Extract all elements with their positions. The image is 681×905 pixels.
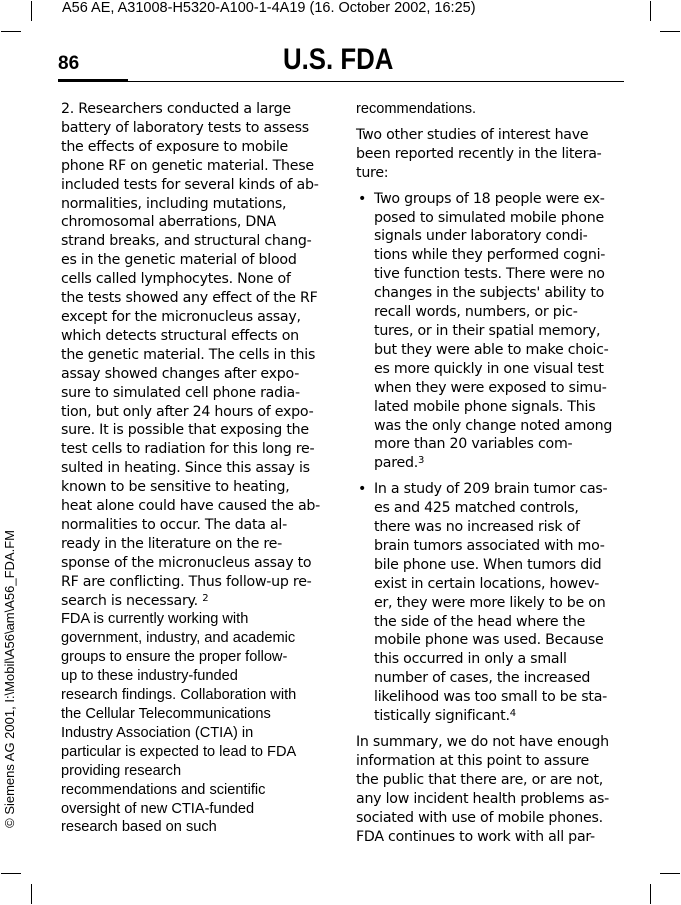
- text-line: included tests for several kinds of ab-: [61, 176, 319, 193]
- text-line: particular is expected to lead to FDA: [61, 743, 297, 760]
- right-column: [356, 100, 628, 846]
- crop-mark: [650, 1, 651, 21]
- bullet-mark: •: [358, 481, 367, 498]
- text-line-content: tistically significant.: [374, 708, 510, 725]
- crop-mark: [650, 884, 651, 904]
- text-line: recall words, numbers, or pic-: [374, 304, 578, 321]
- text-line: brain tumors associated with mo-: [374, 537, 605, 554]
- text-line-content: pared.: [374, 455, 418, 472]
- crop-mark: [31, 884, 32, 904]
- text-line: likelihood was too small to be sta-: [374, 689, 608, 706]
- text-line: strand breaks, and structural chang-: [61, 233, 312, 250]
- text-line: phone RF on genetic material. These: [61, 157, 314, 174]
- crop-mark: [1, 873, 21, 874]
- text-line: Two groups of 18 people were ex-: [374, 190, 605, 207]
- text-line: except for the micronucleus assay,: [61, 308, 301, 325]
- text-line: cells called lymphocytes. None of: [61, 271, 291, 288]
- text-line: the genetic material. The cells in this: [61, 346, 316, 363]
- research-paragraph: [61, 100, 329, 610]
- text-line: In summary, we do not have enough: [356, 734, 609, 750]
- text-line: es more quickly in one visual test: [374, 360, 604, 377]
- text-line: the effects of exposure to mobile: [61, 138, 289, 155]
- text-line: Industry Association (CTIA) in: [61, 724, 254, 741]
- text-line: tion, but only after 24 hours of expo-: [61, 403, 314, 420]
- text-line-content: search is necessary.: [61, 592, 198, 609]
- text-line: more than 20 variables com-: [374, 436, 573, 453]
- text-line: normalities, including mutations,: [61, 195, 287, 212]
- text-line: assay showed changes after expo-: [61, 365, 300, 382]
- text-line: exist in certain locations, howev-: [374, 575, 600, 592]
- text-line: FDA is currently working with: [61, 611, 249, 628]
- footnote-reference: 4: [509, 708, 516, 720]
- text-line: chromosomal aberrations, DNA: [61, 214, 276, 231]
- text-line: es and 425 matched controls,: [374, 500, 579, 517]
- text-line: providing research: [61, 762, 182, 779]
- text-line: the public that there are, or are not,: [356, 771, 604, 788]
- text-line: er, they were more likely to be on: [374, 594, 606, 611]
- text-line: oversight of new CTIA-funded: [61, 800, 255, 817]
- text-line: FDA continues to work with all par-: [356, 828, 595, 845]
- text-line: known to be sensitive to heating,: [61, 479, 290, 496]
- text-line: the side of the head where the: [374, 613, 586, 630]
- text-line: ready in the literature on the re-: [61, 535, 282, 552]
- header-rule: [58, 81, 624, 82]
- text-line: the Cellular Telecommunications: [61, 706, 271, 722]
- text-line: test cells to radiation for this long re-: [61, 441, 315, 458]
- side-note-copyright: © Siemens AG 2001, I:\Mobil\A56\am\A56_FDA.FM: [2, 530, 17, 828]
- text-line: recommendations and scientific: [61, 781, 266, 798]
- text-line: ture:: [356, 164, 389, 181]
- text-line: up to these industry-funded: [61, 668, 238, 685]
- text-line: sure to simulated cell phone radia-: [61, 384, 300, 401]
- footnote-reference: 2: [202, 592, 209, 604]
- text-line: [61, 592, 329, 611]
- crop-mark: [660, 31, 680, 32]
- text-line: research findings. Collaboration with: [61, 687, 297, 704]
- text-line: was the only change noted among: [374, 417, 613, 434]
- fda-paragraph: [61, 610, 329, 837]
- text-line: groups to ensure the proper follow-: [61, 649, 288, 666]
- text-line: been reported recently in the litera-: [356, 145, 602, 162]
- text-line: when they were exposed to simu-: [374, 379, 607, 396]
- text-line: research based on such: [61, 819, 217, 836]
- text-line: but they were able to make choic-: [374, 341, 609, 358]
- text-line: [374, 454, 628, 473]
- text-line: Two other studies of interest have: [356, 126, 589, 143]
- crop-mark: [660, 873, 680, 874]
- bullet-item: [356, 190, 628, 474]
- text-line: number of cases, the increased: [374, 670, 591, 687]
- text-line: normalities to occur. The data al-: [61, 516, 287, 533]
- summary-paragraph: [356, 733, 628, 846]
- text-line: tions while they performed cogni-: [374, 247, 606, 264]
- text-line: sulted in heating. Since this assay is: [61, 460, 310, 477]
- continuation-line: recommendations.: [356, 101, 477, 117]
- crop-mark: [1, 31, 21, 32]
- left-column: [61, 100, 329, 837]
- text-line: government, industry, and academic: [61, 630, 296, 647]
- text-line: mobile phone was used. Because: [374, 632, 604, 649]
- text-line: battery of laboratory tests to assess: [61, 119, 309, 136]
- text-line: which detects structural effects on: [61, 327, 299, 344]
- footnote-reference: 3: [417, 455, 425, 467]
- text-line: any low incident health problems as-: [356, 790, 610, 807]
- crop-mark: [31, 1, 32, 21]
- text-line: es in the genetic material of blood: [61, 252, 297, 269]
- text-line: [374, 707, 628, 726]
- bullet-item: [356, 480, 628, 726]
- text-line: tures, or in their spatial memory,: [374, 322, 601, 339]
- running-header: A56 AE, A31008-H5320-A100-1-4A19 (16. October 2002, 16:25): [62, 0, 476, 16]
- intro-paragraph: [356, 126, 628, 183]
- text-line: information at this point to assure: [356, 752, 589, 769]
- text-line: changes in the subjects' ability to: [374, 285, 605, 302]
- text-line: signals under laboratory condi-: [374, 228, 588, 245]
- text-line: heat alone could have caused the ab-: [61, 498, 321, 515]
- text-line: sure. It is possible that exposing the: [61, 422, 309, 439]
- text-line: In a study of 209 brain tumor cas-: [374, 481, 608, 498]
- text-line: lated mobile phone signals. This: [374, 398, 596, 415]
- text-line: tive function tests. There were no: [374, 266, 605, 283]
- text-line: there was no increased risk of: [374, 519, 580, 536]
- page-title: U.S. FDA: [283, 43, 394, 76]
- page-number: 86: [58, 53, 80, 74]
- text-line: sociated with use of mobile phones.: [356, 809, 603, 826]
- text-line: this occurred in only a small: [374, 651, 567, 668]
- text-line: 2. Researchers conducted a large: [61, 101, 291, 117]
- text-line: sponse of the micronucleus assay to: [61, 554, 312, 571]
- text-line: the tests showed any effect of the RF: [61, 290, 318, 307]
- text-line: RF are conflicting. Thus follow-up re-: [61, 573, 312, 590]
- bullet-mark: •: [358, 190, 367, 207]
- text-line: posed to simulated mobile phone: [374, 209, 604, 226]
- text-line: bile phone use. When tumors did: [374, 556, 602, 573]
